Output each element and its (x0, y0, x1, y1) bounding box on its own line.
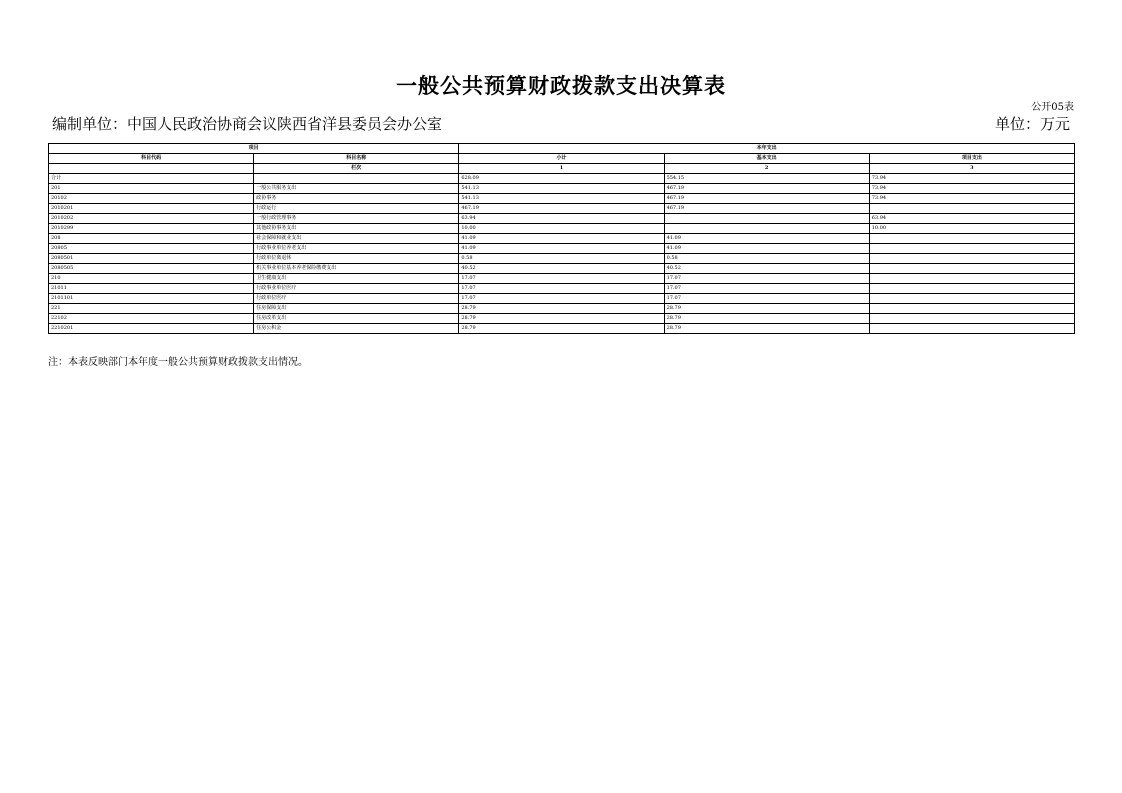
row-basic (664, 214, 869, 224)
row-basic: 17.07 (664, 274, 869, 284)
row-code: 2010202 (49, 214, 254, 224)
header-row-3 (49, 164, 1075, 174)
row-project: 73.94 (869, 194, 1074, 204)
row-subtotal: 10.00 (459, 224, 664, 234)
row-code: 20102 (49, 194, 254, 204)
row-project (869, 234, 1074, 244)
table-row (49, 234, 1075, 244)
row-code: 2080501 (49, 254, 254, 264)
row-project: 73.94 (869, 174, 1074, 184)
table-row (49, 204, 1075, 214)
header-project: 项目 (49, 144, 459, 154)
row-subtotal: 541.13 (459, 184, 664, 194)
column-index-1: 1 (459, 164, 664, 174)
row-subtotal: 28.79 (459, 304, 664, 314)
row-basic: 0.58 (664, 254, 869, 264)
table-row (49, 324, 1075, 334)
row-project (869, 204, 1074, 214)
row-basic: 28.79 (664, 304, 869, 314)
row-code: 合计 (49, 174, 254, 184)
row-basic: 467.19 (664, 184, 869, 194)
row-code: 208 (49, 234, 254, 244)
header-basic: 基本支出 (664, 154, 869, 164)
header-code: 科目代码 (49, 154, 254, 164)
row-code: 221 (49, 304, 254, 314)
row-code: 2101101 (49, 294, 254, 304)
row-project: 73.94 (869, 184, 1074, 194)
row-code: 201 (49, 184, 254, 194)
header-name: 科目名称 (254, 154, 459, 164)
row-subtotal: 17.07 (459, 294, 664, 304)
row-name: 行政单位离退休 (254, 254, 459, 264)
table-row (49, 244, 1075, 254)
row-name: 行政事业单位医疗 (254, 284, 459, 294)
row-basic: 41.09 (664, 244, 869, 254)
row-basic: 28.79 (664, 324, 869, 334)
table-row (49, 304, 1075, 314)
row-subtotal: 41.09 (459, 234, 664, 244)
row-basic: 41.09 (664, 234, 869, 244)
row-subtotal: 40.52 (459, 264, 664, 274)
row-name (254, 174, 459, 184)
row-basic: 28.79 (664, 314, 869, 324)
row-name: 卫生健康支出 (254, 274, 459, 284)
header-row-1 (49, 144, 1075, 154)
row-project: 10.00 (869, 224, 1074, 234)
report-title: 一般公共预算财政拨款支出决算表 (396, 73, 726, 98)
row-basic: 40.52 (664, 264, 869, 274)
row-project: 63.94 (869, 214, 1074, 224)
header-subtotal: 小计 (459, 154, 664, 164)
row-basic: 17.07 (664, 284, 869, 294)
table-row (49, 254, 1075, 264)
row-basic: 17.07 (664, 294, 869, 304)
row-project (869, 244, 1074, 254)
table-note: 注：本表反映部门本年度一般公共预算财政拨款支出情况。 (48, 357, 308, 368)
row-project (869, 254, 1074, 264)
table-row (49, 194, 1075, 204)
row-subtotal: 541.13 (459, 194, 664, 204)
row-name: 一般公共服务支出 (254, 184, 459, 194)
row-name: 机关事业单位基本养老保险缴费支出 (254, 264, 459, 274)
form-code: 公开05表 (1031, 102, 1074, 113)
row-subtotal: 0.58 (459, 254, 664, 264)
row-basic: 467.19 (664, 204, 869, 214)
table-row (49, 284, 1075, 294)
row-basic: 467.19 (664, 194, 869, 204)
table-row (49, 184, 1075, 194)
reporting-unit: 编制单位：中国人民政治协商会议陕西省洋县委员会办公室 (52, 115, 443, 133)
header-row-2 (49, 154, 1075, 164)
table-row (49, 314, 1075, 324)
row-name: 其他政协事务支出 (254, 224, 459, 234)
row-name: 一般行政管理事务 (254, 214, 459, 224)
row-name: 行政事业单位养老支出 (254, 244, 459, 254)
row-name: 行政运行 (254, 204, 459, 214)
row-name: 住房公积金 (254, 324, 459, 334)
row-project (869, 264, 1074, 274)
row-subtotal: 467.19 (459, 204, 664, 214)
row-project (869, 284, 1074, 294)
row-project (869, 274, 1074, 284)
row-code: 2010299 (49, 224, 254, 234)
row-code: 22102 (49, 314, 254, 324)
table-row (49, 264, 1075, 274)
row-basic: 554.15 (664, 174, 869, 184)
header-column-index-label: 栏次 (254, 164, 459, 174)
table-row (49, 174, 1075, 184)
row-name: 住房保障支出 (254, 304, 459, 314)
expenditure-table (48, 143, 1075, 334)
row-subtotal: 17.07 (459, 284, 664, 294)
row-subtotal: 28.79 (459, 314, 664, 324)
row-name: 行政单位医疗 (254, 294, 459, 304)
table-row (49, 274, 1075, 284)
row-name: 社会保障和就业支出 (254, 234, 459, 244)
row-code: 2210201 (49, 324, 254, 334)
table-row (49, 224, 1075, 234)
row-subtotal: 63.94 (459, 214, 664, 224)
row-code: 21011 (49, 284, 254, 294)
row-code: 210 (49, 274, 254, 284)
header-project-expenditure: 项目支出 (869, 154, 1074, 164)
row-project (869, 314, 1074, 324)
row-subtotal: 28.79 (459, 324, 664, 334)
row-name: 住房改革支出 (254, 314, 459, 324)
row-project (869, 324, 1074, 334)
table-row (49, 214, 1075, 224)
column-index-3: 3 (869, 164, 1074, 174)
row-subtotal: 628.09 (459, 174, 664, 184)
row-code: 2080505 (49, 264, 254, 274)
header-current-year: 本年支出 (459, 144, 1075, 154)
row-code: 2010201 (49, 204, 254, 214)
currency-unit: 单位：万元 (994, 115, 1070, 133)
row-basic (664, 224, 869, 234)
row-code: 20805 (49, 244, 254, 254)
column-index-2: 2 (664, 164, 869, 174)
row-name: 政协事务 (254, 194, 459, 204)
table-body (49, 174, 1075, 334)
header-code-blank (49, 164, 254, 174)
row-subtotal: 41.09 (459, 244, 664, 254)
table-row (49, 294, 1075, 304)
row-subtotal: 17.07 (459, 274, 664, 284)
row-project (869, 294, 1074, 304)
row-project (869, 304, 1074, 314)
